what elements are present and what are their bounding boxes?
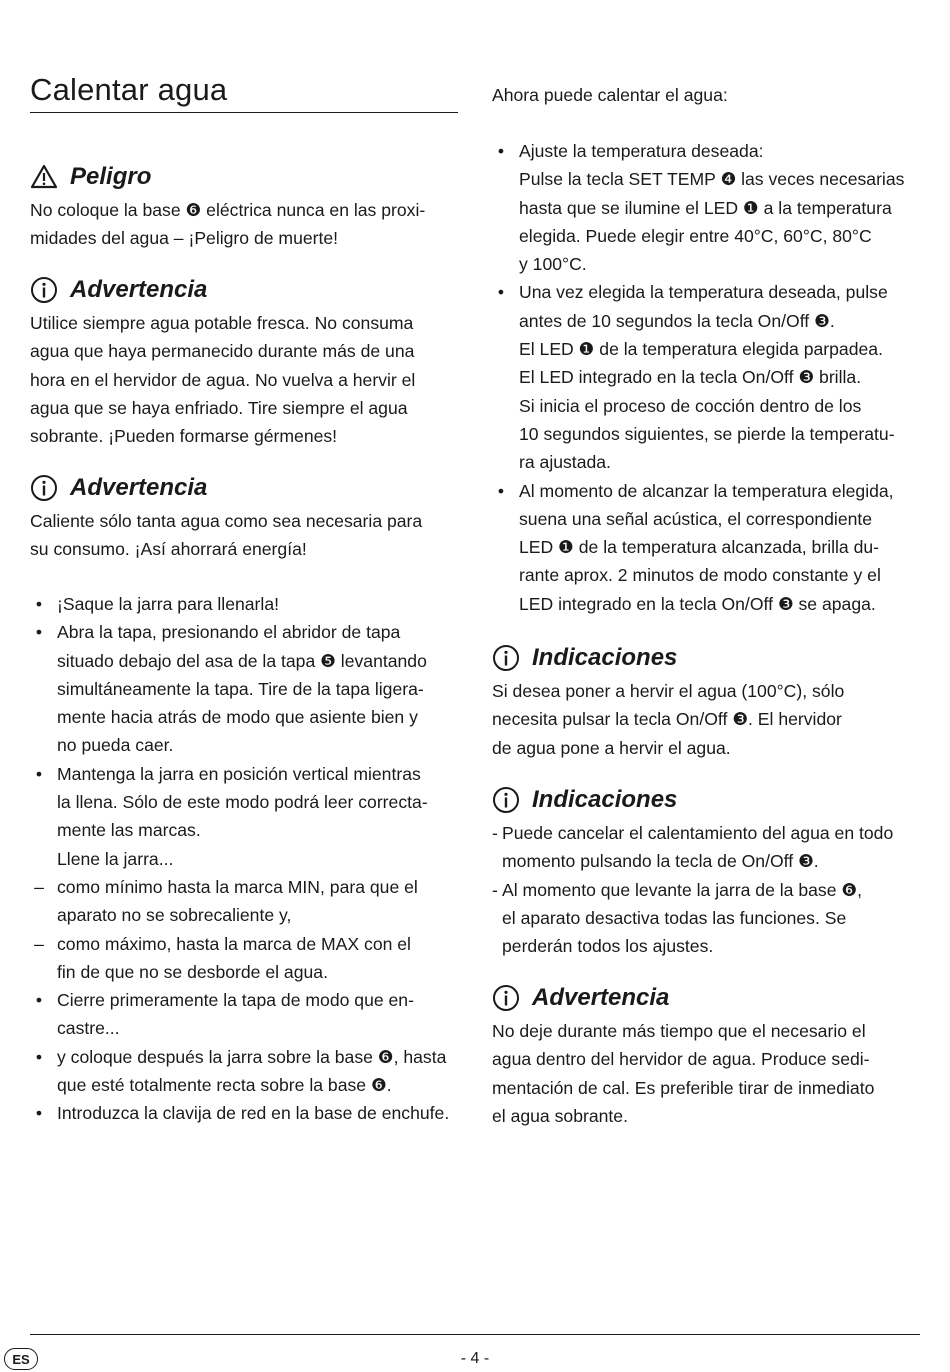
hint-label-1: Indicaciones <box>532 644 678 671</box>
text-line: sobrante. ¡Pueden formarse gérmenes! <box>30 426 338 447</box>
list-marker: • <box>497 480 505 501</box>
text-line: midades del agua – ¡Peligro de muerte! <box>30 228 339 249</box>
list-item-line: El LED ❶ de la temperatura elegida parpadea. <box>519 339 883 360</box>
list-marker: • <box>35 594 43 614</box>
text-line: No deje durante más tiempo que el necesario el <box>492 1021 866 1041</box>
info-circle-icon <box>492 984 520 1012</box>
list-item-line: no pueda caer. <box>57 735 174 756</box>
hint-heading-1 <box>492 643 922 673</box>
text-line: necesita pulsar la tecla On/Off ❸. El hervidor <box>492 709 842 730</box>
list-marker: - <box>492 823 498 843</box>
list-marker: • <box>35 990 43 1011</box>
list-item-line: simultáneamente la tapa. Tire de la tapa ligera- <box>57 678 424 699</box>
list-marker: • <box>497 282 505 303</box>
list-item-line: elegida. Puede elegir entre 40°C, 60°C, 80°C <box>519 225 872 246</box>
list-item <box>30 986 460 1043</box>
list-item-line: Introduzca la clavija de red en la base de enchufe. <box>57 1103 450 1124</box>
warning-label-1: Advertencia <box>70 276 208 303</box>
hint-text-1 <box>492 677 922 762</box>
list-item <box>30 1099 460 1127</box>
list-item-line: Pulse la tecla SET TEMP ❹ las veces necesarias <box>519 169 905 190</box>
warning-notice-2 <box>30 473 460 564</box>
list-item <box>492 477 922 618</box>
page-title: Calentar agua <box>30 72 228 107</box>
list-item-line: Abra la tapa, presionando el abridor de tapa <box>57 622 401 643</box>
info-circle-icon <box>30 474 58 502</box>
warning-heading-3 <box>492 983 922 1013</box>
hint-heading-2 <box>492 785 922 815</box>
text-line: el agua sobrante. <box>492 1105 628 1126</box>
list-marker: – <box>34 933 44 954</box>
language-badge: ES <box>4 1348 38 1370</box>
list-item-line: aparato no se sobrecaliente y, <box>57 905 292 926</box>
list-item-line: hasta que se ilumine el LED ❶ a la temperatura <box>519 197 892 218</box>
danger-text <box>30 196 460 253</box>
list-item <box>492 278 922 476</box>
warning-text-3 <box>492 1017 922 1130</box>
list-item-line: momento pulsando la tecla de On/Off ❸. <box>502 851 819 872</box>
text-line: agua dentro del hervidor de agua. Produce sedi- <box>492 1049 870 1070</box>
fill-steps-list <box>30 590 460 1128</box>
danger-heading <box>30 162 460 192</box>
list-item-line: fin de que no se desborde el agua. <box>57 961 328 982</box>
text-line: agua que haya permanecido durante más de una <box>30 341 415 362</box>
text-line: de agua pone a hervir el agua. <box>492 737 731 758</box>
list-item <box>30 1043 460 1100</box>
list-item-line: ¡Saque la jarra para llenarla! <box>57 594 280 614</box>
list-item-line: como máximo, hasta la marca de MAX con el <box>57 933 411 954</box>
list-item-line: Si inicia el proceso de cocción dentro de los <box>519 395 862 416</box>
list-marker: • <box>35 763 43 784</box>
footer-divider <box>30 1334 920 1335</box>
list-item-line: mente hacia atrás de modo que asiente bien y <box>57 707 418 728</box>
list-marker: • <box>35 1046 43 1067</box>
text-line: mentación de cal. Es preferible tirar de inmediato <box>492 1077 875 1098</box>
text-line: su consumo. ¡Así ahorrará energía! <box>30 539 307 560</box>
danger-notice <box>30 162 460 253</box>
list-item-line: ra ajustada. <box>519 452 611 473</box>
danger-label: Peligro <box>70 163 152 190</box>
list-item-line: El LED integrado en la tecla On/Off ❸ brilla. <box>519 367 862 388</box>
list-item-line: y coloque después la jarra sobre la base ❻, hasta <box>57 1046 447 1067</box>
info-circle-icon <box>492 644 520 672</box>
list-item <box>30 618 460 759</box>
hint-label-2: Indicaciones <box>532 786 678 813</box>
text-line: agua que se haya enfriado. Tire siempre el agua <box>30 397 408 418</box>
list-item-line: Una vez elegida la temperatura deseada, pulse <box>519 282 888 303</box>
list-item <box>492 137 922 278</box>
list-item <box>30 590 460 618</box>
warning-heading-2 <box>30 473 460 503</box>
warning-label-3: Advertencia <box>532 984 670 1011</box>
heat-intro: Ahora puede calentar el agua: <box>492 85 728 105</box>
text-line: Caliente sólo tanta agua como sea necesaria para <box>30 511 423 531</box>
warning-notice-1 <box>30 275 460 450</box>
list-marker: - <box>492 879 498 900</box>
page-number: - 4 - <box>460 1350 490 1367</box>
list-item <box>492 819 922 876</box>
list-item <box>30 930 460 987</box>
list-item-line: mente las marcas. <box>57 820 201 841</box>
list-item-line: situado debajo del asa de la tapa ❺ levantando <box>57 650 427 671</box>
list-item-line: como mínimo hasta la marca MIN, para que el <box>57 876 418 897</box>
heat-steps-list <box>492 137 922 618</box>
warning-label-2: Advertencia <box>70 474 208 501</box>
list-item-line: rante aprox. 2 minutos de modo constante y el <box>519 565 881 586</box>
list-item-line: LED integrado en la tecla On/Off ❸ se apaga. <box>519 593 876 614</box>
list-marker: • <box>35 622 43 643</box>
warning-text-2 <box>30 507 460 564</box>
list-item-line: Cierre primeramente la tapa de modo que en- <box>57 990 414 1011</box>
list-item-line: que esté totalmente recta sobre la base ❻. <box>57 1075 392 1096</box>
text-line: No coloque la base ❻ eléctrica nunca en las proxi- <box>30 200 426 220</box>
text-line: Si desea poner a hervir el agua (100°C), sólo <box>492 681 845 701</box>
list-marker: – <box>34 876 44 897</box>
list-marker: • <box>35 1103 43 1124</box>
list-item <box>30 873 460 930</box>
list-item-line: perderán todos los ajustes. <box>502 936 714 957</box>
list-item-line: Llene la jarra... <box>57 848 174 869</box>
info-circle-icon <box>492 786 520 814</box>
text-line: Utilice siempre agua potable fresca. No consuma <box>30 313 414 333</box>
warning-heading-1 <box>30 275 460 305</box>
list-marker: • <box>497 141 505 161</box>
list-item-line: Al momento de alcanzar la temperatura elegida, <box>519 480 894 501</box>
list-item-line: Puede cancelar el calentamiento del agua en todo <box>502 823 894 843</box>
list-item-line: Mantenga la jarra en posición vertical mientras <box>57 763 421 784</box>
heat-steps <box>492 137 922 618</box>
list-item-line: la llena. Sólo de este modo podrá leer correcta- <box>57 792 428 813</box>
list-item-line: 10 segundos siguientes, se pierde la temperatu- <box>519 423 895 444</box>
info-circle-icon <box>30 276 58 304</box>
hint-notice-2 <box>492 785 922 960</box>
hint-notice-1 <box>492 643 922 762</box>
warning-triangle-icon <box>30 163 58 191</box>
title-divider <box>30 112 458 113</box>
list-item-line: suena una señal acústica, el correspondiente <box>519 508 873 529</box>
list-item-line: antes de 10 segundos la tecla On/Off ❸. <box>519 310 835 331</box>
list-item-line: el aparato desactiva todas las funciones. Se <box>502 907 847 928</box>
list-item-line: LED ❶ de la temperatura alcanzada, brilla du- <box>519 537 880 558</box>
hint-items-2 <box>492 819 922 960</box>
list-item <box>492 876 922 961</box>
list-item-line: Ajuste la temperatura deseada: <box>519 141 764 161</box>
text-line: hora en el hervidor de agua. No vuelva a hervir el <box>30 369 416 390</box>
warning-notice-3 <box>492 983 922 1130</box>
list-item-line: y 100°C. <box>519 254 587 275</box>
list-item <box>30 760 460 873</box>
list-item-line: Al momento que levante la jarra de la base ❻, <box>502 879 863 900</box>
fill-steps <box>30 590 460 1128</box>
list-item-line: castre... <box>57 1018 120 1039</box>
warning-text-1 <box>30 309 460 450</box>
